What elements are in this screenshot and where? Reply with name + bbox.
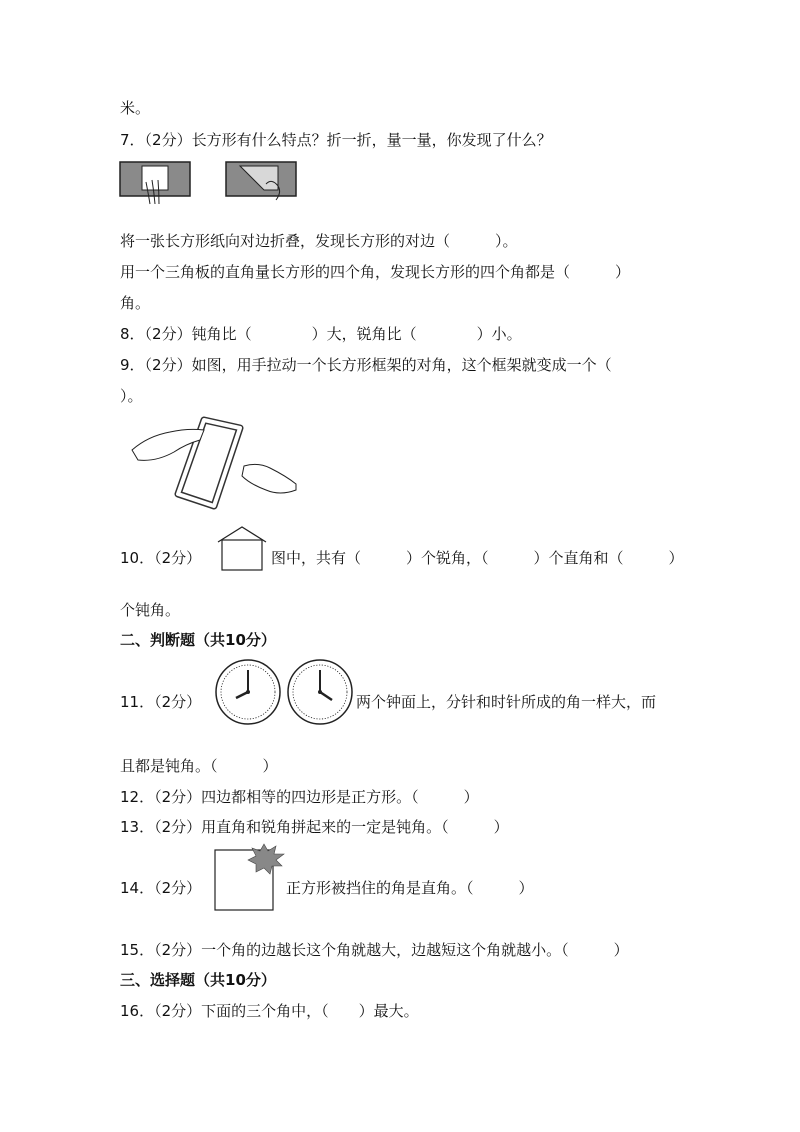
- house-shape-figure: [214, 524, 270, 574]
- question-7: 7．（2分）长方形有什么特点？折一折，量一量，你发现了什么？: [120, 131, 552, 149]
- house-body: [222, 540, 262, 570]
- question-12: 12．（2分）四边都相等的四边形是正方形。（ ）: [120, 788, 479, 806]
- question-9: 9．（2分）如图，用手拉动一个长方形框架的对角，这个框架就变成一个（: [120, 356, 612, 374]
- question-14-prefix: 14．（2分）: [120, 879, 202, 897]
- covered-square-figure: [212, 842, 288, 914]
- question-11-b: 且都是钝角。（ ）: [120, 757, 278, 775]
- question-11-text: 两个钟面上，分针和时针所成的角一样大，而: [356, 693, 657, 711]
- question-7-c: 角。: [120, 294, 151, 312]
- right-hand-icon: [242, 464, 296, 493]
- question-10-text: 图中，共有（ ）个锐角，（ ）个直角和（ ）: [271, 549, 684, 567]
- question-13: 13．（2分）用直角和锐角拼起来的一定是钝角。（ ）: [120, 818, 509, 836]
- question-10-b: 个钝角。: [120, 601, 181, 619]
- question-7-b: 用一个三角板的直角量长方形的四个角，发现长方形的四个角都是（ ）: [120, 263, 631, 281]
- folding-illustration: [118, 156, 308, 206]
- question-10-prefix: 10．（2分）: [120, 549, 202, 567]
- question-11-prefix: 11．（2分）: [120, 693, 202, 711]
- clock-icon: [216, 660, 280, 724]
- text-line: 米。: [120, 99, 151, 117]
- clock-icon: [288, 660, 352, 724]
- clock-faces-figure: [214, 658, 354, 726]
- question-9-b: ）。: [120, 387, 143, 405]
- question-8: 8．（2分）钝角比（ ）大，锐角比（ ）小。: [120, 325, 522, 343]
- question-7-a: 将一张长方形纸向对边折叠，发现长方形的对边（ ）。: [120, 232, 518, 250]
- paper-window-left: [142, 166, 168, 190]
- parallelogram-frame-figure: [128, 412, 303, 510]
- section-3-heading: 三、选择题（共10分）: [120, 971, 276, 989]
- question-16: 16．（2分）下面的三个角中，（ ）最大。: [120, 1002, 419, 1020]
- question-15: 15．（2分）一个角的边越长这个角就越大，边越短这个角就越小。（ ）: [120, 941, 629, 959]
- question-14-text: 正方形被挡住的角是直角。（ ）: [286, 879, 534, 897]
- section-2-heading: 二、判断题（共10分）: [120, 631, 276, 649]
